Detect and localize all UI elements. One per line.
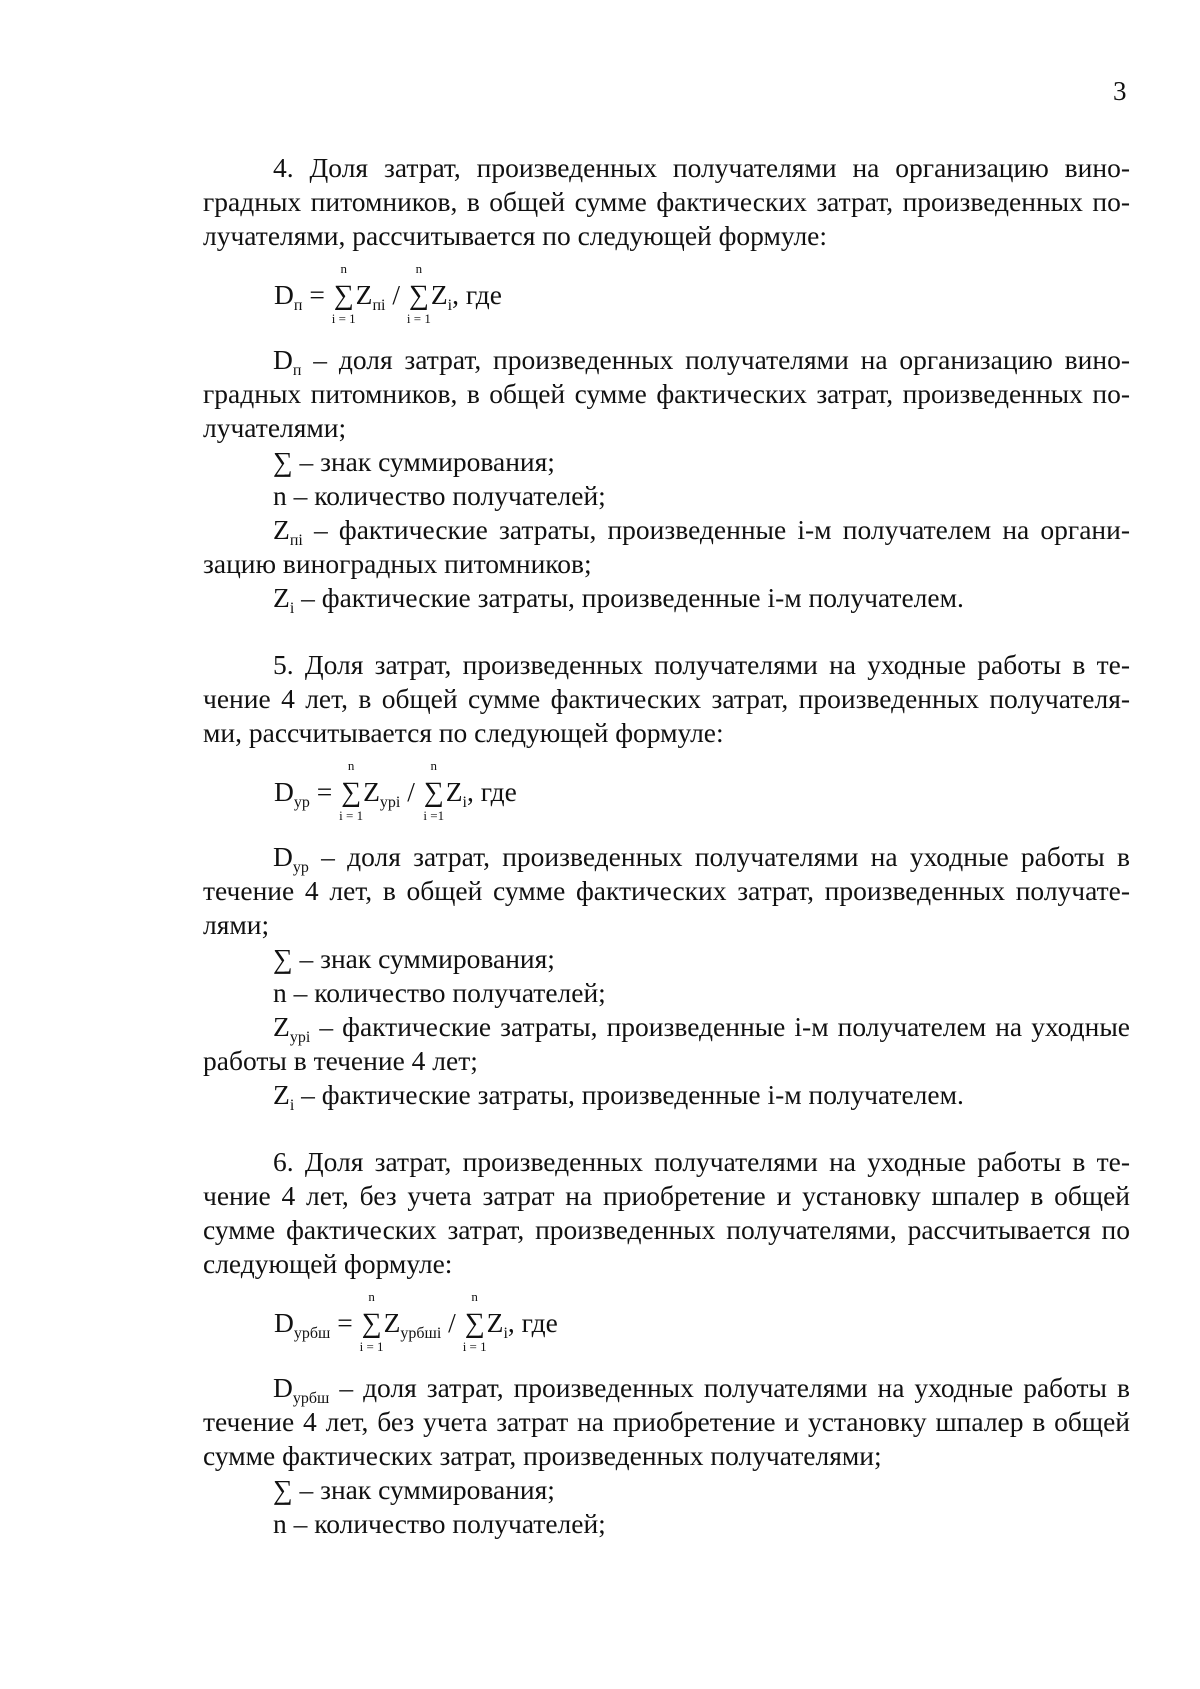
sum-lower-limit: i = 1 — [406, 311, 431, 326]
paragraph-line: сумме фактических затрат, произведенных получателями, рассчитывается по — [203, 1214, 1130, 1245]
sum-lower-limit: i = 1 — [331, 311, 356, 326]
formula-lhs: D — [274, 1307, 294, 1338]
formula-den: Z — [445, 776, 463, 807]
paragraph-line: 5. Доля затрат, произведенных получателями на уходные работы в те- — [273, 649, 1130, 680]
def-text: – фактические затраты, произведенные i-м получателем на уходные — [310, 1011, 1130, 1042]
definition-line: лучателями; — [203, 412, 347, 443]
paragraph-line: следующей формуле: — [203, 1248, 453, 1279]
formula-lhs-sub: ур — [293, 794, 310, 811]
formula-eq: = — [330, 1307, 360, 1338]
sigma-definition: ∑ – знак суммирования; — [273, 446, 555, 477]
sum-upper-limit: n — [340, 261, 347, 276]
definition-line: лями; — [203, 909, 270, 940]
formula-lhs: D — [274, 279, 294, 310]
formula-eq: = — [302, 279, 332, 310]
definition-line: течение 4 лет, без учета затрат на приобретение и установку шпалер в общей — [203, 1406, 1130, 1437]
formula-den: Z — [486, 1307, 504, 1338]
sum-lower-limit: i = 1 — [462, 1339, 487, 1354]
def-text: – доля затрат, произведенных получателями на организацию вино- — [301, 344, 1130, 375]
sigma-definition: ∑ – знак суммирования; — [273, 943, 555, 974]
formula-den: Z — [430, 279, 448, 310]
paragraph-line: 4. Доля затрат, произведенных получателями на организацию вино- — [273, 152, 1130, 183]
zi-definition — [273, 582, 964, 617]
paragraph-line: ми, рассчитывается по следующей формуле: — [203, 717, 724, 748]
sum-sign: ∑ n i = 1 — [359, 1289, 384, 1354]
def-text: – доля затрат, произведенных получателями на уходные работы в — [308, 841, 1130, 872]
formula-eq: = — [309, 776, 340, 807]
def-symbol: Z — [273, 514, 290, 545]
formula — [274, 758, 517, 823]
formula-tail: , где — [452, 279, 502, 310]
definition-line — [273, 1372, 1130, 1407]
n-definition: n – количество получателей; — [273, 1508, 606, 1539]
sum-sign: ∑ n i =1 — [423, 758, 445, 823]
def-symbol-sub: урi — [289, 1029, 311, 1046]
sum-upper-limit: n — [415, 261, 423, 276]
paragraph-line: градных питомников, в общей сумме фактических затрат, произведенных по- — [203, 186, 1130, 217]
definition-line: сумме фактических затрат, произведенных получателями; — [203, 1440, 882, 1471]
def-text: – фактические затраты, произведенные i-м получателем. — [294, 1079, 964, 1110]
paragraph-line: 6. Доля затрат, произведенных получателями на уходные работы в те- — [273, 1146, 1130, 1177]
sum-lower-limit: i = 1 — [339, 808, 364, 823]
formula-den-sub: i — [503, 1325, 508, 1342]
sum-upper-limit: n — [471, 1289, 478, 1304]
def-symbol: Z — [273, 1079, 290, 1110]
sum-upper-limit: n — [347, 758, 355, 773]
formula-lhs-sub: п — [293, 297, 303, 314]
paragraph-line: лучателями, рассчитывается по следующей формуле: — [203, 220, 828, 251]
formula-num: Z — [383, 1307, 401, 1338]
def-text: – доля затрат, произведенных получателями на уходные работы в — [329, 1372, 1130, 1403]
formula-lhs: D — [274, 776, 294, 807]
formula-tail: , где — [467, 776, 517, 807]
formula-slash: / — [385, 279, 407, 310]
def-symbol: D — [273, 1372, 293, 1403]
definition-line — [273, 841, 1130, 876]
def-symbol-sub: пi — [289, 532, 303, 549]
def-symbol-sub: п — [292, 362, 302, 379]
def-text: – фактические затраты, произведенные i-м получателем. — [294, 582, 964, 613]
sum-sign: ∑ n i = 1 — [406, 261, 431, 326]
formula-num-sub: пi — [372, 297, 386, 314]
sum-lower-limit: i = 1 — [359, 1339, 384, 1354]
sum-upper-limit: n — [430, 758, 437, 773]
formula — [274, 1289, 558, 1354]
formula — [274, 261, 502, 326]
definition-line: зацию виноградных питомников; — [203, 548, 592, 579]
def-symbol: D — [273, 841, 293, 872]
n-definition: n – количество получателей; — [273, 480, 606, 511]
definition-line — [273, 344, 1130, 379]
formula-slash: / — [441, 1307, 463, 1338]
sum-sign: ∑ n i = 1 — [462, 1289, 487, 1354]
def-symbol-sub: i — [289, 1097, 295, 1114]
formula-slash: / — [400, 776, 422, 807]
paragraph-line: чение 4 лет, без учета затрат на приобретение и установку шпалер в общей — [203, 1180, 1130, 1211]
sum-sign: ∑ n i = 1 — [331, 261, 356, 326]
def-symbol-sub: ур — [292, 859, 309, 876]
formula-den-sub: i — [462, 794, 467, 811]
sigma-definition: ∑ – знак суммирования; — [273, 1474, 555, 1505]
formula-num-sub: урi — [379, 794, 401, 811]
def-symbol: D — [273, 344, 293, 375]
zi-definition — [273, 1079, 964, 1114]
page-number: 3 — [1113, 76, 1127, 106]
sum-sign: ∑ n i = 1 — [339, 758, 364, 823]
sum-lower-limit: i =1 — [423, 808, 445, 823]
formula-den-sub: i — [447, 297, 453, 314]
def-symbol-sub: урбш — [292, 1390, 330, 1407]
paragraph-line: чение 4 лет, в общей сумме фактических затрат, произведенных получателя- — [203, 683, 1130, 714]
def-symbol: Z — [273, 1011, 290, 1042]
def-symbol: Z — [273, 582, 290, 613]
sum-upper-limit: n — [368, 1289, 375, 1304]
formula-num: Z — [363, 776, 380, 807]
def-text: – фактические затраты, произведенные i-м получателем на органи- — [302, 514, 1130, 545]
definition-line: градных питомников, в общей сумме фактических затрат, произведенных по- — [203, 378, 1130, 409]
formula-num-sub: урбшi — [400, 1325, 442, 1342]
definition-line: течение 4 лет, в общей сумме фактических затрат, произведенных получате- — [203, 875, 1130, 906]
formula-lhs-sub: урбш — [293, 1325, 331, 1342]
n-definition: n – количество получателей; — [273, 977, 606, 1008]
formula-tail: , где — [507, 1307, 558, 1338]
definition-line — [273, 514, 1130, 549]
definition-line: работы в течение 4 лет; — [203, 1045, 478, 1076]
def-symbol-sub: i — [289, 600, 295, 617]
definition-line — [273, 1011, 1130, 1046]
formula-num: Z — [355, 279, 373, 310]
